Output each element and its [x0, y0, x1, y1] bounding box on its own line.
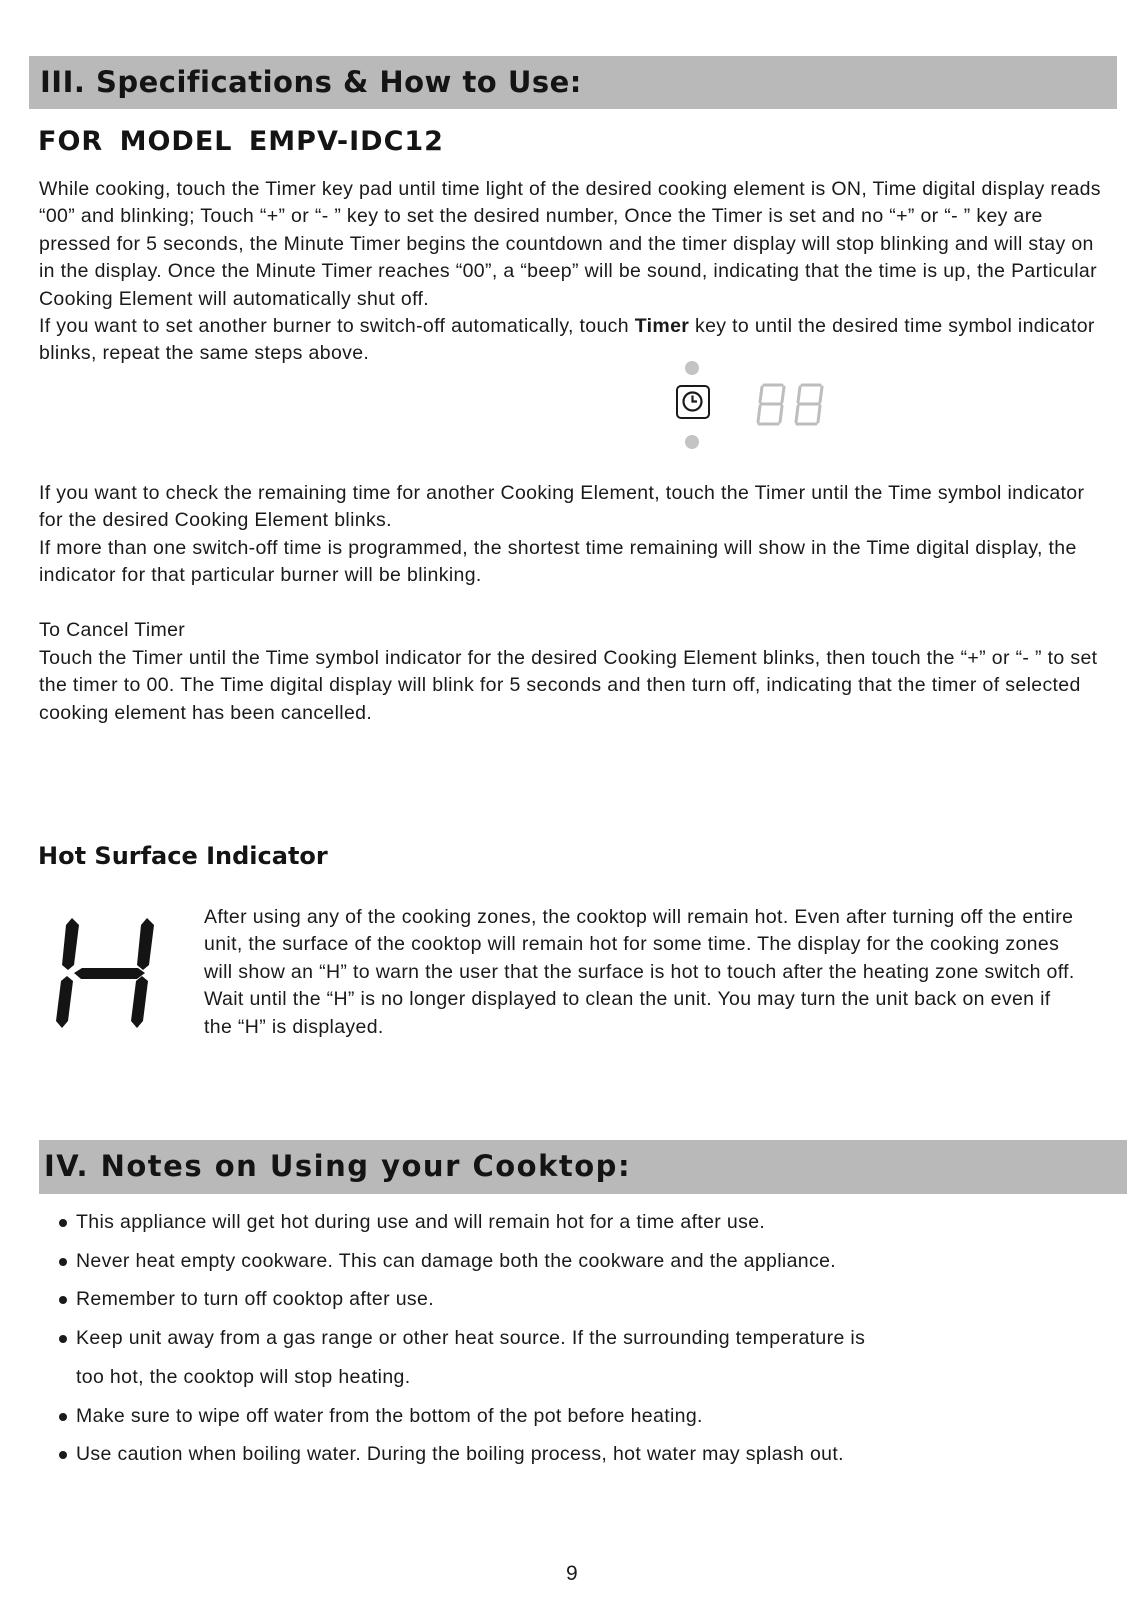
- another-burner-text-start: If you want to set another burner to switch-off automatically, touch: [39, 315, 635, 338]
- cancel-timer-heading: To Cancel Timer: [39, 619, 186, 641]
- timer-key-label: Timer: [634, 315, 690, 338]
- model-heading: FOR MODEL EMPV-IDC12: [38, 126, 444, 157]
- section-4-title-bar: [39, 1140, 1127, 1194]
- list-item: Keep unit away from a gas range or other heat source. If the surrounding temperature is: [56, 1319, 865, 1358]
- seven-segment-display: [756, 382, 828, 428]
- list-item: This appliance will get hot during use and will remain hot for a time after use.: [56, 1203, 865, 1242]
- notes-list: [56, 1203, 865, 1474]
- page-number: 9: [566, 1562, 578, 1585]
- list-item: Make sure to wipe off water from the bottom of the pot before heating.: [56, 1397, 865, 1436]
- indicator-dot-bottom: [685, 435, 699, 449]
- list-item-continuation: too hot, the cooktop will stop heating.: [76, 1365, 411, 1388]
- hot-surface-h-icon: [52, 913, 162, 1031]
- section-3-title: III. Specifications & How to Use:: [40, 65, 582, 99]
- timer-display-illustration: [676, 355, 846, 455]
- section-3-title-bar: [29, 56, 1117, 109]
- section-4-title: IV. Notes on Using your Cooktop:: [44, 1149, 632, 1183]
- list-item: Never heat empty cookware. This can damage both the cookware and the appliance.: [56, 1242, 865, 1281]
- check-remaining-paragraph: If you want to check the remaining time for another Cooking Element, touch the Timer until the Time symbol indicator for the desired Cooking Element blinks.: [39, 482, 1085, 532]
- list-item: Remember to turn off cooktop after use.: [56, 1280, 865, 1319]
- timer-instructions-paragraph: [39, 176, 1109, 368]
- multiple-timers-paragraph: If more than one switch-off time is programmed, the shortest time remaining will show in the Time digital display, the indicator for that particular burner will be blinking.: [39, 537, 1077, 587]
- hot-surface-paragraph: After using any of the cooking zones, the cooktop will remain hot. Even after turning off the entire unit, the surface of the cooktop will remain hot for some time. The display for the cooking zones will show an “H” to warn the user that the surface is hot to touch after the heating zone switch off. Wait until the “H” is no longer displayed to clean the unit. You may turn the unit back on even if the “H” is displayed.: [204, 906, 1075, 1038]
- indicator-dot-top: [685, 361, 699, 375]
- clock-icon: [676, 385, 710, 419]
- another-burner-text-end: key to until the desired time symbol indicator blinks, repeat the same steps above.: [39, 315, 1095, 365]
- hot-surface-heading: Hot Surface Indicator: [38, 842, 328, 870]
- timer-instructions-text: While cooking, touch the Timer key pad until time light of the desired cooking element is ON, Time digital display reads “00” and blinking; Touch “+” or “- ” key to set the desired number, Once the Timer is set and no “+” or “- ” key are pressed for 5 seconds, the Minute Timer begins the countdown and the timer display will stop blinking and will stay on in the display. Once the Minute Timer reaches “00”, a “beep” will be sound, indicating that the time is up, the Particular Cooking Element will automatically shut off.: [39, 178, 1101, 310]
- list-item: Use caution when boiling water. During the boiling process, hot water may splash out.: [56, 1435, 865, 1474]
- cancel-timer-paragraph: Touch the Timer until the Time symbol indicator for the desired Cooking Element blinks, then touch the “+” or “- ” to set the timer to 00. The Time digital display will blink for 5 seconds and then turn off, indicating that the timer of selected cooking element has been cancelled.: [39, 647, 1098, 724]
